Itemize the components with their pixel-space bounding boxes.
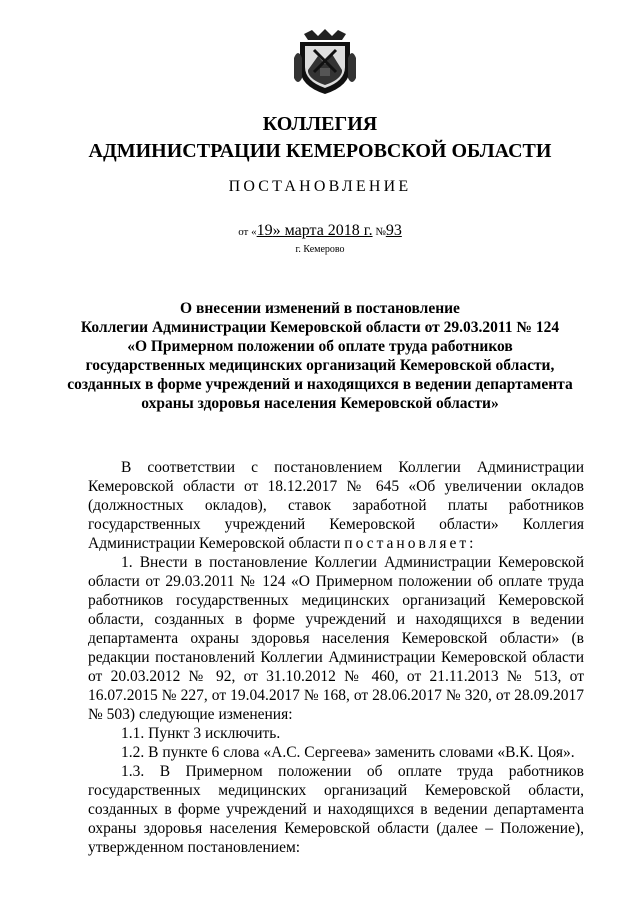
- date-day: 19: [256, 222, 273, 239]
- date-prefix: от «: [238, 226, 257, 238]
- document-type: ПОСТАНОВЛЕНИЕ: [228, 178, 412, 195]
- preamble-resolves: постановляет:: [344, 535, 477, 552]
- title-line: «О Примерном положении об оплате труда работников: [127, 338, 513, 355]
- paragraph-item-1-3: 1.3. В Примерном положении об оплате труда работников государственных медицинских организаций Кемеровской области, созданных в форме учреждений и находящихся в ведении департамента охраны здоровья населения Кемеровской области (далее – Положение), утвержденном постановлением:: [88, 763, 584, 856]
- number-prefix: №: [375, 226, 386, 238]
- title-line: созданных в форме учреждений и находящихся в ведении департамента: [67, 376, 573, 393]
- paragraph-item-1: 1. Внести в постановление Коллегии Администрации Кемеровской области от 29.03.2011 № 124 «О Примерном положении об оплате труда работников государственных медицинских организаций Кемеровской области, созданных в форме учреждений и находящихся в ведении департамента охраны здоровья населения Кемеровской области» (в редакции постановлений Коллегии Администрации Кемеровской области от 20.03.2012 № 92, от 31.10.2012 № 460, от 21.11.2013 № 513, от 16.07.2015 № 227, от 19.04.2017 № 168, от 28.06.2017 № 320, от 28.09.2017 № 503) следующие изменения:: [88, 554, 584, 723]
- paragraph-preamble: [88, 458, 584, 553]
- paragraph-item-1-1: 1.1. Пункт 3 исключить.: [121, 725, 281, 742]
- paragraph-item-1-2: 1.2. В пункте 6 слова «А.С. Сергеева» заменить словами «В.К. Цоя».: [121, 744, 575, 761]
- document-number: 93: [385, 222, 402, 239]
- org-name-line1: КОЛЛЕГИЯ: [262, 113, 378, 135]
- title-line: Коллегии Администрации Кемеровской области от 29.03.2011 № 124: [80, 319, 560, 336]
- city: г. Кемерово: [295, 244, 345, 255]
- title-line: О внесении изменений в постановление: [180, 300, 460, 317]
- title-line: государственных медицинских организаций Кемеровской области,: [85, 357, 555, 374]
- title-line: охраны здоровья населения Кемеровской области»: [141, 395, 499, 412]
- date-month-year: » марта 2018 г.: [272, 222, 373, 239]
- document-body: [88, 458, 584, 857]
- document-title: [60, 299, 580, 413]
- date-line: [0, 222, 640, 240]
- preamble-text: В соответствии с постановлением Коллегии Администрации Кемеровской области от 18.12.2017 № 645 «Об увеличении окладов (должностных окладов), ставок заработной платы работников государственных учреждений Кемеровской области» Коллегия Администрации Кемеровской области: [88, 459, 584, 552]
- org-name-line2: АДМИНИСТРАЦИИ КЕМЕРОВСКОЙ ОБЛАСТИ: [88, 140, 552, 162]
- coat-of-arms-emblem: [294, 28, 356, 96]
